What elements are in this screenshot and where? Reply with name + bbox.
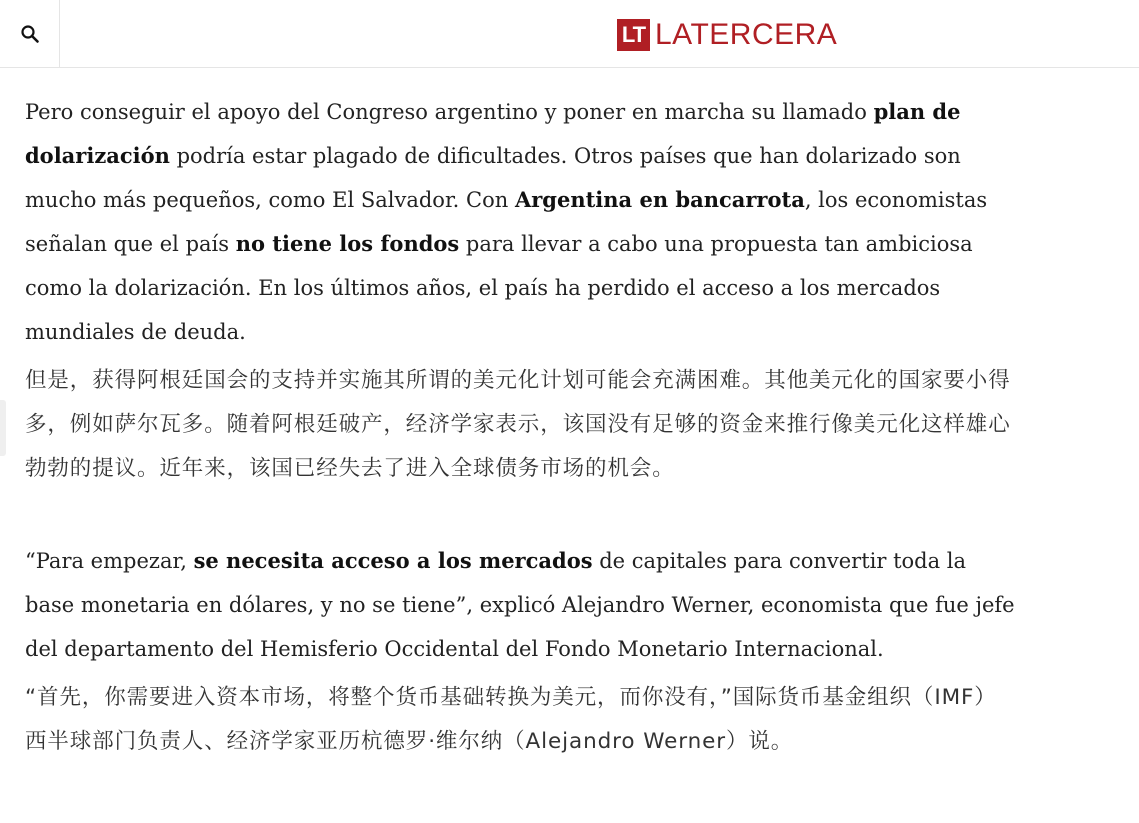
text-run: “Para empezar, xyxy=(25,549,194,573)
text-run: de capitales para convertir toda la base monetaria en dólares, y no se tiene”, explicó Alejandro Werner, economista que fue jefe del departamento del Hemisferio Occidental del Fondo Monetario Internacional. xyxy=(25,549,1015,661)
text-run: , los economistas señalan que el país xyxy=(25,188,988,256)
site-logo[interactable] xyxy=(617,18,837,52)
site-header xyxy=(0,0,1139,68)
logo-text: LATERCERA xyxy=(655,18,838,51)
text-run: podría estar plagado de dificultades. Otros países que han dolarizado son mucho más pequeños, como El Salvador. Con xyxy=(25,144,961,212)
paragraph-spanish-1 xyxy=(25,90,1015,354)
side-scroll-tab[interactable] xyxy=(0,400,6,456)
bold-run: no tiene los fondos xyxy=(235,231,460,256)
bold-run: Argentina en bancarrota xyxy=(514,187,805,212)
paragraph-spacer xyxy=(25,491,1015,539)
paragraph-chinese-2: “首先，你需要进入资本市场，将整个货币基础转换为美元，而你没有，”国际货币基金组织（IMF）西半球部门负责人、经济学家亚历杭德罗·维尔纳（Alejandro Werner）说。 xyxy=(25,685,997,754)
article-body xyxy=(25,90,1015,764)
text-run: Pero conseguir el apoyo del Congreso argentino y poner en marcha su llamado xyxy=(25,100,874,124)
paragraph-chinese-1: 但是，获得阿根廷国会的支持并实施其所谓的美元化计划可能会充满困难。其他美元化的国家要小得多，例如萨尔瓦多。随着阿根廷破产，经济学家表示，该国没有足够的资金来推行像美元化这样雄心勃勃的提议。近年来，该国已经失去了进入全球债务市场的机会。 xyxy=(25,368,1011,481)
text-run: para llevar a cabo una propuesta tan ambiciosa como la dolarización. En los últimos años, el país ha perdido el acceso a los mercados mundiales de deuda. xyxy=(25,232,973,344)
paragraph-spanish-2 xyxy=(25,539,1015,671)
bold-run: se necesita acceso a los mercados xyxy=(193,548,593,573)
search-button[interactable] xyxy=(0,0,60,67)
logo-mark: LT xyxy=(617,19,650,51)
search-icon xyxy=(20,24,40,44)
bold-run: plan de dolarización xyxy=(25,99,961,168)
